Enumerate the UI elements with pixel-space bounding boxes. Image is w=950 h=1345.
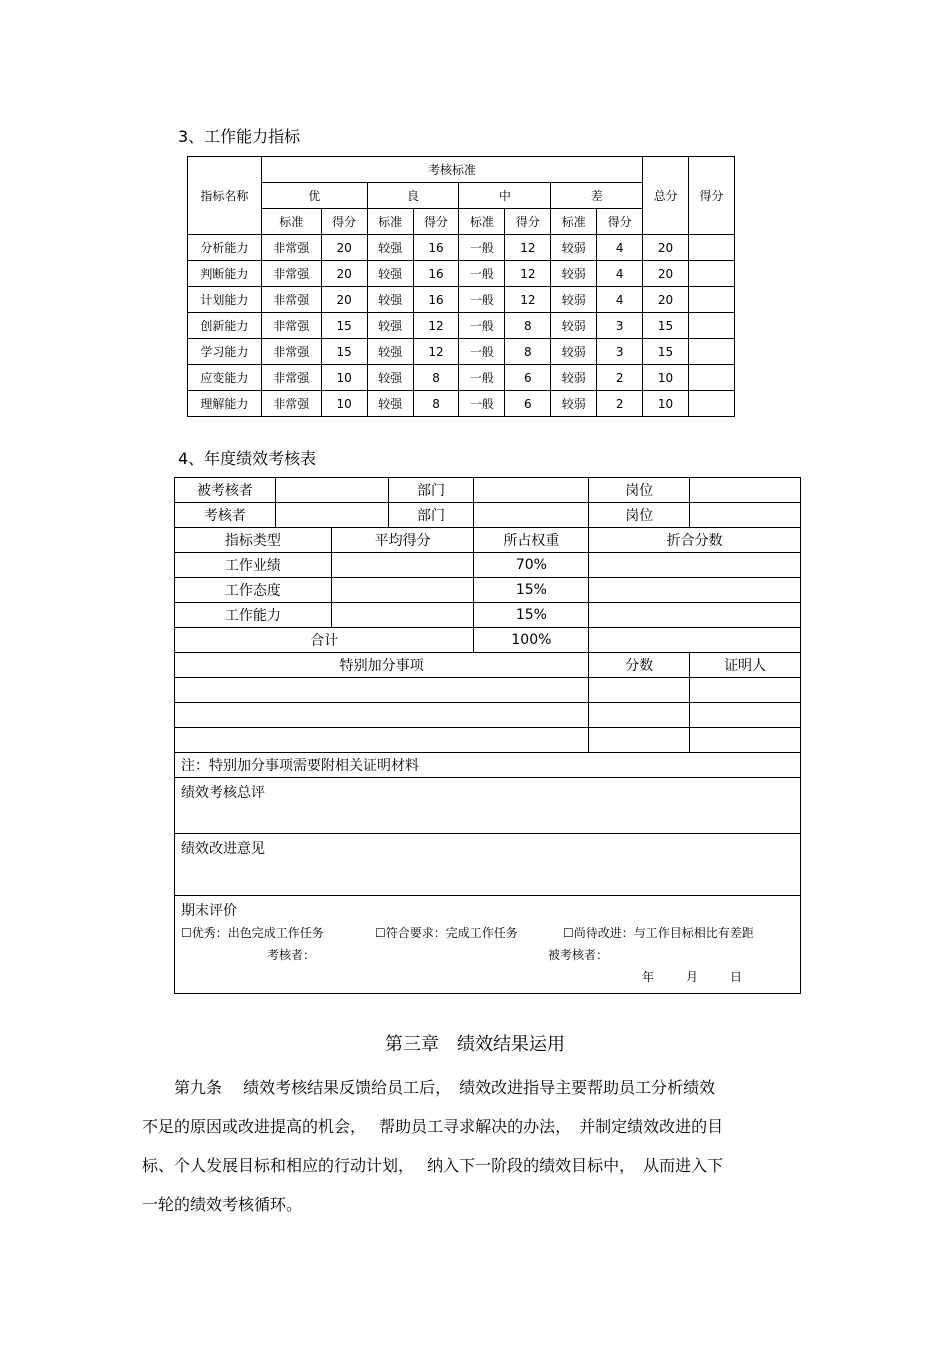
ability-cell: 非常强 [261, 365, 321, 391]
bonus-witness-value[interactable] [690, 703, 801, 728]
bonus-witness-label: 证明人 [690, 653, 801, 678]
examinee-label: 被考核者 [175, 478, 276, 503]
level-average: 中 [459, 183, 551, 209]
ability-name: 创新能力 [188, 313, 262, 339]
sub-standard: 标准 [459, 209, 505, 235]
ability-cell: 一般 [459, 287, 505, 313]
score-input-cell[interactable] [689, 235, 735, 261]
examiner-label: 考核者 [175, 503, 276, 528]
annual-performance-table [174, 477, 801, 994]
ability-cell: 2 [597, 391, 643, 417]
ability-cell: 3 [597, 339, 643, 365]
level-excellent: 优 [261, 183, 367, 209]
ability-cell: 较弱 [551, 313, 597, 339]
ability-cell: 2 [597, 365, 643, 391]
ability-cell: 16 [413, 287, 459, 313]
ability-cell: 10 [643, 365, 689, 391]
ability-cell: 20 [643, 235, 689, 261]
header-total: 总分 [643, 157, 689, 235]
ability-cell: 12 [505, 235, 551, 261]
ability-row [188, 339, 735, 365]
col-avg: 平均得分 [331, 528, 474, 553]
sign-examinee-label: 被考核者： [548, 948, 609, 962]
ability-cell: 较弱 [551, 365, 597, 391]
ability-cell: 非常强 [261, 339, 321, 365]
bonus-score-label: 分数 [589, 653, 690, 678]
paragraph-line: 标、个人发展目标和相应的行动计划， 纳入下一阶段的绩效目标中， 从而进入下 [142, 1156, 724, 1175]
final-eval-block [175, 896, 801, 994]
row-avg-value[interactable] [331, 553, 474, 578]
ability-cell: 12 [505, 287, 551, 313]
option-needs-improvement[interactable]: ☐尚待改进：与工作目标相比有差距 [563, 926, 754, 940]
dept-label: 部门 [388, 503, 474, 528]
examiner-value[interactable] [275, 503, 388, 528]
ability-cell: 非常强 [261, 391, 321, 417]
date-year: 年 [642, 970, 655, 984]
ability-cell: 非常强 [261, 235, 321, 261]
sign-examiner-label: 考核者： [267, 948, 316, 962]
bonus-score-value[interactable] [589, 678, 690, 703]
improve-label: 绩效改进意见 [181, 841, 265, 857]
row-type: 工作态度 [175, 578, 332, 603]
sub-standard: 标准 [261, 209, 321, 235]
ability-cell: 较强 [367, 391, 413, 417]
paragraph-line: 不足的原因或改进提高的机会， 帮助员工寻求解决的办法， 并制定绩效改进的目 [142, 1117, 724, 1136]
col-weight: 所占权重 [474, 528, 589, 553]
ability-cell: 一般 [459, 391, 505, 417]
ability-name: 学习能力 [188, 339, 262, 365]
ability-cell: 20 [321, 287, 367, 313]
ability-cell: 15 [643, 313, 689, 339]
ability-cell: 20 [321, 261, 367, 287]
ability-cell: 8 [413, 365, 459, 391]
ability-cell: 20 [321, 235, 367, 261]
sub-score: 得分 [321, 209, 367, 235]
score-input-cell[interactable] [689, 391, 735, 417]
ability-cell: 10 [321, 365, 367, 391]
row-avg-value[interactable] [331, 603, 474, 628]
dept-label: 部门 [388, 478, 474, 503]
ability-cell: 一般 [459, 261, 505, 287]
col-type: 指标类型 [175, 528, 332, 553]
ability-name: 计划能力 [188, 287, 262, 313]
row-weight: 15% [474, 603, 589, 628]
ability-row [188, 261, 735, 287]
ability-cell: 一般 [459, 339, 505, 365]
section3-heading: 3、工作能力指标 [178, 127, 301, 146]
option-meets[interactable]: ☐符合要求：完成工作任务 [375, 926, 518, 940]
chapter-title: 第三章 绩效结果运用 [385, 1034, 565, 1055]
score-input-cell[interactable] [689, 287, 735, 313]
ability-cell: 4 [597, 261, 643, 287]
final-eval-label: 期末评价 [181, 903, 237, 919]
ability-cell: 8 [505, 313, 551, 339]
total-converted-value[interactable] [589, 628, 801, 653]
ability-cell: 非常强 [261, 261, 321, 287]
bonus-score-value[interactable] [589, 703, 690, 728]
ability-cell: 12 [413, 313, 459, 339]
ability-cell: 一般 [459, 365, 505, 391]
bonus-item-value[interactable] [175, 728, 589, 753]
row-converted-value[interactable] [589, 603, 801, 628]
ability-cell: 8 [413, 391, 459, 417]
col-converted: 折合分数 [589, 528, 801, 553]
ability-cell: 较强 [367, 287, 413, 313]
ability-cell: 15 [643, 339, 689, 365]
summary-label: 绩效考核总评 [181, 785, 265, 801]
ability-row [188, 287, 735, 313]
level-poor: 差 [551, 183, 643, 209]
improve-field[interactable] [175, 834, 801, 896]
ability-cell: 较弱 [551, 339, 597, 365]
row-converted-value[interactable] [589, 553, 801, 578]
ability-cell: 16 [413, 235, 459, 261]
bonus-score-value[interactable] [589, 728, 690, 753]
post-label: 岗位 [589, 478, 690, 503]
examinee-post-value[interactable] [690, 478, 801, 503]
row-type: 工作业绩 [175, 553, 332, 578]
total-label: 合计 [175, 628, 474, 653]
ability-cell: 10 [321, 391, 367, 417]
ability-cell: 20 [643, 287, 689, 313]
ability-name: 判断能力 [188, 261, 262, 287]
bonus-item-value[interactable] [175, 703, 589, 728]
row-weight: 70% [474, 553, 589, 578]
ability-cell: 较弱 [551, 287, 597, 313]
score-input-cell[interactable] [689, 365, 735, 391]
date-month: 月 [686, 970, 699, 984]
score-input-cell[interactable] [689, 339, 735, 365]
ability-cell: 8 [505, 339, 551, 365]
ability-name: 应变能力 [188, 365, 262, 391]
ability-cell: 较弱 [551, 235, 597, 261]
row-type: 工作能力 [175, 603, 332, 628]
ability-row [188, 365, 735, 391]
bonus-item-value[interactable] [175, 678, 589, 703]
option-excellent[interactable]: ☐优秀：出色完成工作任务 [181, 926, 324, 940]
ability-name: 分析能力 [188, 235, 262, 261]
header-indicator-name: 指标名称 [188, 157, 262, 235]
header-standard: 考核标准 [261, 157, 642, 183]
ability-cell: 4 [597, 287, 643, 313]
score-input-cell[interactable] [689, 313, 735, 339]
ability-cell: 3 [597, 313, 643, 339]
ability-cell: 非常强 [261, 313, 321, 339]
ability-row [188, 235, 735, 261]
row-weight: 15% [474, 578, 589, 603]
section4-heading: 4、年度绩效考核表 [178, 449, 317, 468]
ability-cell: 15 [321, 339, 367, 365]
ability-cell: 4 [597, 235, 643, 261]
sub-score: 得分 [505, 209, 551, 235]
ability-cell: 较强 [367, 235, 413, 261]
ability-cell: 16 [413, 261, 459, 287]
ability-cell: 一般 [459, 235, 505, 261]
ability-cell: 非常强 [261, 287, 321, 313]
ability-cell: 较强 [367, 313, 413, 339]
ability-cell: 12 [413, 339, 459, 365]
chapter-paragraph [142, 1068, 802, 1224]
note: 注：特别加分事项需要附相关证明材料 [175, 753, 801, 778]
ability-cell: 10 [643, 391, 689, 417]
bonus-witness-value[interactable] [690, 678, 801, 703]
ability-cell: 较弱 [551, 391, 597, 417]
ability-cell: 6 [505, 391, 551, 417]
ability-row [188, 313, 735, 339]
examiner-post-value[interactable] [690, 503, 801, 528]
paragraph-line: 一轮的绩效考核循环。 [142, 1195, 303, 1214]
examinee-value[interactable] [275, 478, 388, 503]
row-converted-value[interactable] [589, 578, 801, 603]
sub-standard: 标准 [367, 209, 413, 235]
header-score: 得分 [689, 157, 735, 235]
ability-cell: 较弱 [551, 261, 597, 287]
ability-cell: 20 [643, 261, 689, 287]
ability-name: 理解能力 [188, 391, 262, 417]
ability-cell: 12 [505, 261, 551, 287]
date-day: 日 [730, 970, 743, 984]
summary-field[interactable] [175, 778, 801, 834]
ability-cell: 15 [321, 313, 367, 339]
total-weight: 100% [474, 628, 589, 653]
examiner-dept-value[interactable] [474, 503, 589, 528]
sub-score: 得分 [597, 209, 643, 235]
examinee-dept-value[interactable] [474, 478, 589, 503]
bonus-witness-value[interactable] [690, 728, 801, 753]
ability-cell: 较强 [367, 365, 413, 391]
ability-cell: 较强 [367, 261, 413, 287]
sub-standard: 标准 [551, 209, 597, 235]
ability-cell: 一般 [459, 313, 505, 339]
score-input-cell[interactable] [689, 261, 735, 287]
ability-cell: 6 [505, 365, 551, 391]
bonus-label: 特别加分事项 [175, 653, 589, 678]
ability-row [188, 391, 735, 417]
row-avg-value[interactable] [331, 578, 474, 603]
post-label: 岗位 [589, 503, 690, 528]
ability-cell: 较强 [367, 339, 413, 365]
sub-score: 得分 [413, 209, 459, 235]
level-good: 良 [367, 183, 459, 209]
ability-indicator-table [187, 156, 735, 417]
paragraph-line: 第九条 绩效考核结果反馈给员工后， 绩效改进指导主要帮助员工分析绩效 [142, 1078, 716, 1097]
